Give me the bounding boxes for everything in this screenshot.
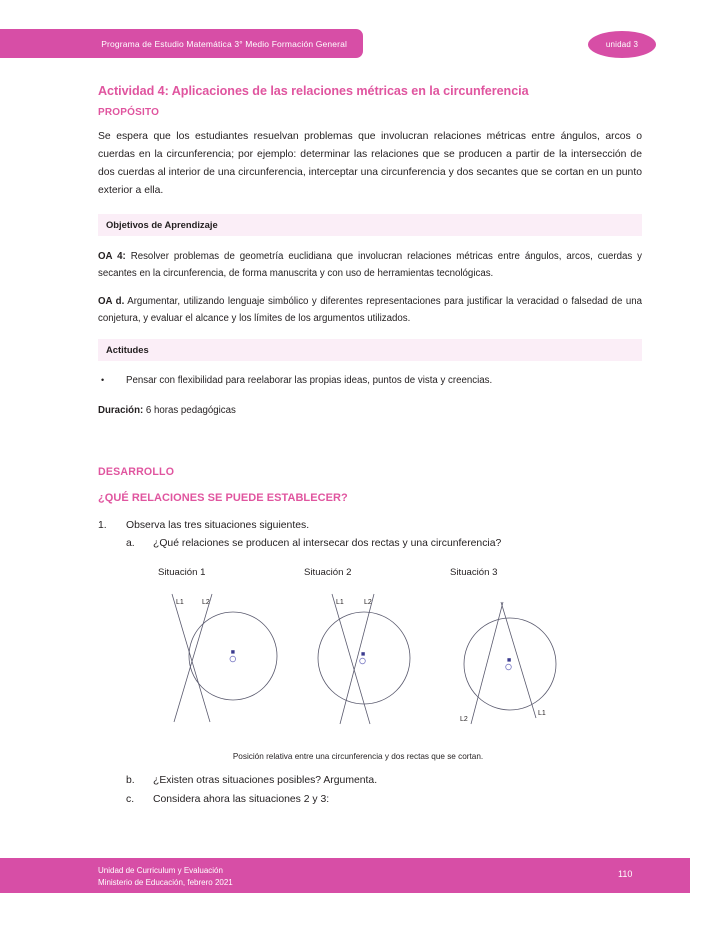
center-point-marker bbox=[231, 650, 234, 653]
bullet-icon: • bbox=[101, 374, 105, 385]
objective-text: Resolver problemas de geometría euclidiana que involucran relaciones métricas entre ángulos, arcos, cuerdas y secantes en la circunferencia, de forma manuscrita y con uso de herramientas tecnológicas. bbox=[98, 250, 642, 279]
figure-2-drawing bbox=[304, 582, 434, 732]
line-L2 bbox=[340, 594, 374, 724]
development-question-heading: ¿QUÉ RELACIONES SE PUEDE ESTABLECER? bbox=[98, 491, 348, 504]
figure-label: Situación 2 bbox=[304, 566, 352, 578]
footer-line-1: Unidad de Curriculum y Evaluación bbox=[98, 866, 223, 875]
numbered-item bbox=[98, 518, 642, 535]
objectives-band-label: Objetivos de Aprendizaje bbox=[106, 219, 218, 231]
duration-value: 6 horas pedagógicas bbox=[143, 405, 236, 417]
unit-badge bbox=[588, 31, 656, 58]
duration-label: Duración: bbox=[98, 405, 144, 417]
figure-3-drawing bbox=[450, 582, 580, 732]
lettered-item-b bbox=[98, 773, 642, 790]
duration-line bbox=[98, 403, 642, 419]
center-point-marker bbox=[507, 658, 510, 661]
item-marker: c. bbox=[126, 793, 135, 805]
objective-code: OA 4: bbox=[98, 250, 126, 262]
development-section bbox=[98, 466, 642, 809]
header-banner-label: Programa de Estudio Matemática 3° Medio Formación General bbox=[101, 38, 347, 49]
lettered-item-c bbox=[98, 792, 642, 809]
line-label-L2: L2 bbox=[364, 598, 372, 606]
line-label-L1: L1 bbox=[176, 598, 184, 606]
document-content bbox=[98, 84, 642, 810]
attitudes-band bbox=[98, 339, 642, 361]
figure-situacion-1 bbox=[158, 567, 288, 737]
objective-item bbox=[98, 248, 642, 283]
development-heading: DESARROLLO bbox=[98, 465, 175, 478]
purpose-heading: PROPÓSITO bbox=[98, 107, 160, 119]
line-label-L2: L2 bbox=[460, 715, 468, 723]
center-point-circle bbox=[360, 658, 366, 664]
line-label-L2: L2 bbox=[202, 598, 210, 606]
figures-caption: Posición relativa entre una circunferencia y dos rectas que se cortan. bbox=[232, 751, 484, 761]
center-point-circle bbox=[506, 664, 512, 670]
item-marker: 1. bbox=[98, 519, 107, 531]
attitude-text: Pensar con flexibilidad para reelaborar las propias ideas, puntos de vista y creencias. bbox=[126, 374, 493, 386]
item-text: Considera ahora las situaciones 2 y 3: bbox=[153, 793, 330, 805]
line-L2 bbox=[471, 602, 503, 724]
header-banner bbox=[0, 29, 363, 58]
figure-label: Situación 3 bbox=[450, 566, 498, 578]
item-marker: b. bbox=[126, 774, 135, 786]
attitudes-band-label: Actitudes bbox=[106, 344, 149, 356]
center-point-circle bbox=[230, 656, 236, 662]
unit-badge-label: unidad 3 bbox=[605, 40, 639, 49]
purpose-paragraph: Se espera que los estudiantes resuelvan problemas que involucran relaciones métricas entre ángulos, arcos o cuerdas en la circunferencia; por ejemplo: determinar las relaciones que se producen a partir de la intersección de dos cuerdas al interior de una circunferencia, interceptar una circunferencia y dos secantes que se cortan en un punto exterior a ella. bbox=[98, 131, 642, 196]
figures-row bbox=[98, 567, 642, 752]
footer-line-2: Ministerio de Educación, febrero 2021 bbox=[98, 878, 233, 888]
line-label-L1: L1 bbox=[336, 598, 344, 606]
figure-situacion-2 bbox=[304, 567, 434, 737]
footer-organization bbox=[98, 865, 233, 890]
item-text: ¿Existen otras situaciones posibles? Argumenta. bbox=[153, 774, 378, 786]
circle-shape bbox=[318, 612, 410, 704]
page-title: Actividad 4: Aplicaciones de las relaciones métricas en la circunferencia bbox=[98, 84, 529, 98]
line-label-L1: L1 bbox=[538, 709, 546, 717]
center-point-marker bbox=[361, 652, 364, 655]
page-number: 110 bbox=[618, 869, 633, 879]
figure-1-drawing bbox=[158, 582, 288, 732]
item-text: Observa las tres situaciones siguientes. bbox=[126, 519, 310, 531]
objective-text: Argumentar, utilizando lenguaje simbólico y diferentes representaciones para justificar la veracidad o falsedad de una conjetura, y evaluar el alcance y los límites de los argumentos utilizados. bbox=[98, 296, 642, 325]
line-L2 bbox=[174, 594, 212, 722]
objective-item bbox=[98, 293, 642, 328]
figure-label: Situación 1 bbox=[158, 566, 206, 578]
list-item bbox=[98, 373, 642, 389]
lettered-item-a bbox=[98, 536, 642, 553]
figure-situacion-3 bbox=[450, 567, 580, 737]
objective-code: OA d. bbox=[98, 296, 125, 308]
line-L1 bbox=[501, 602, 536, 718]
page-footer bbox=[0, 858, 690, 893]
item-text: ¿Qué relaciones se producen al intersecar dos rectas y una circunferencia? bbox=[153, 538, 502, 550]
objectives-band bbox=[98, 214, 642, 236]
item-marker: a. bbox=[126, 538, 135, 550]
line-L1 bbox=[172, 594, 210, 722]
